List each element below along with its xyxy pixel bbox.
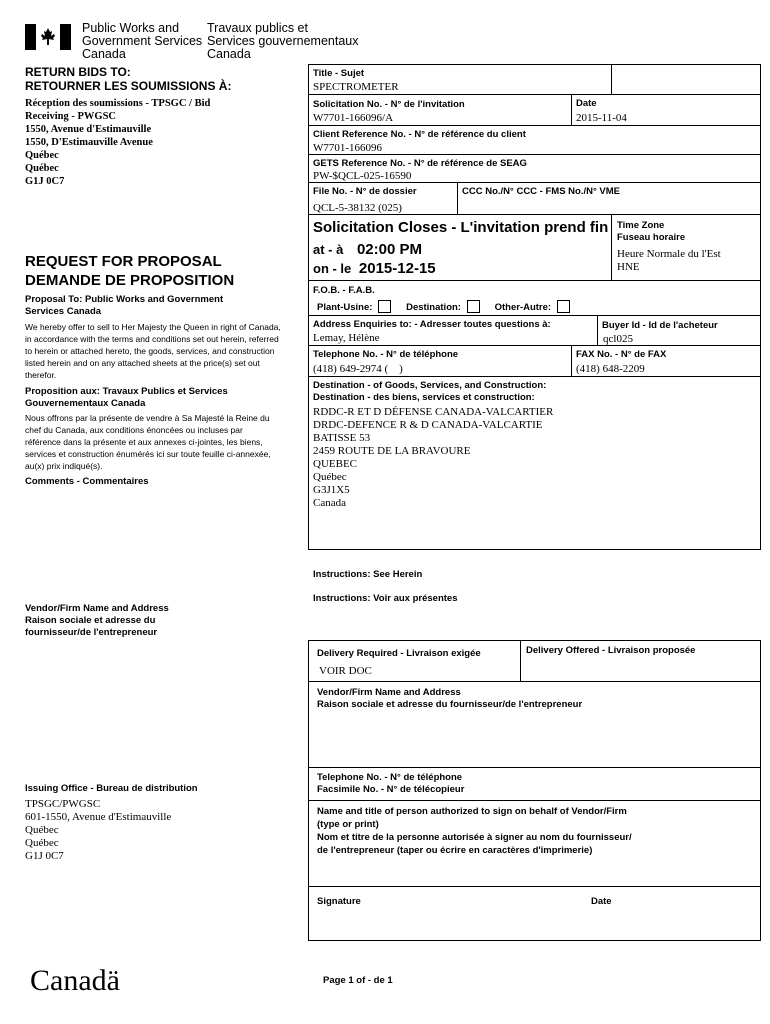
solicitation-value: W7701-166096/A — [313, 112, 394, 124]
buyer-id-cell — [597, 315, 761, 346]
telephone-value: (418) 649-2974 ( ) — [313, 363, 403, 375]
proposal-text-fr: Nous offrons par la présente de vendre à Sa Majesté la Reine du chef du Canada, aux conditions énoncées ou incluses par référence dans la présente et aux annexes ci-jointes, les biens, services et construction énumérés ici sur toute feuille ci-annexée, au(x) prix indiqué(s). — [25, 413, 271, 471]
gets-ref-value: PW-$QCL-025-16590 — [313, 170, 412, 182]
ccc-no-label: CCC No./N° CCC - FMS No./N° VME — [462, 186, 621, 197]
other-autre-label: Other-Autre: — [494, 302, 552, 313]
signature-date-label: Date — [591, 896, 612, 907]
vendor-firm-cell[interactable] — [308, 681, 761, 768]
timezone-label: Time Zone Fuseau horaire — [617, 220, 686, 243]
header-fr-line: Canada — [207, 47, 251, 61]
rfp-title: REQUEST FOR PROPOSAL DEMANDE DE PROPOSITION — [25, 253, 235, 289]
solicitation-cell — [308, 94, 572, 126]
comments-label: Comments - Commentaires — [25, 476, 149, 487]
form-title-cell — [308, 64, 612, 95]
proposition-aux-label: Proposition aux: Travaux Publics et Services Gouvernementaux Canada — [25, 386, 228, 409]
address-enquiries-cell — [308, 315, 598, 346]
date-cell — [571, 94, 761, 126]
proposal-to-label: Proposal To: Public Works and Government Services Canada — [25, 294, 224, 317]
tel-fax-label: Telephone No. - N° de téléphone Facsimile No. - N° de télécopieur — [317, 772, 465, 795]
return-address: Réception des soumissions - TPSGC / Bid Receiving - PWGSC 1550, Avenue d'Estimauville 1550, D'Estimauville Avenue Québec Québec G1J 0C7 — [25, 98, 211, 187]
destination-goods-label: Destination - of Goods, Services, and Construction: Destination - des biens, services et construction: — [313, 380, 547, 403]
fax-value: (418) 648-2209 — [576, 363, 645, 375]
issuing-office-label: Issuing Office - Bureau de distribution — [25, 783, 198, 794]
page-number: Page 1 of - de 1 — [323, 975, 393, 986]
address-enquiries-value: Lemay, Hélène — [313, 332, 380, 344]
file-no-label: File No. - N° de dossier — [313, 186, 417, 197]
buyer-id-value: qcl025 — [603, 333, 633, 345]
fob-cell — [308, 280, 761, 316]
at-label: at - à — [313, 242, 344, 257]
authorized-person-label: Name and title of person authorized to sign on behalf of Vendor/Firm (type or print) Nom et titre de la personne autorisée à signer au nom du fournisseur/ de l'entrepreneur (taper ou écrire en caractères d'imprimerie) — [317, 806, 632, 856]
closing-date-row — [313, 260, 436, 277]
issuing-office-address: TPSGC/PWGSC 601-1550, Avenue d'Estimauville Québec Québec G1J 0C7 — [25, 798, 172, 862]
file-no-value: QCL-5-38132 (025) — [313, 202, 402, 214]
header-en-line: Government Services — [82, 34, 203, 48]
timezone-value: Heure Normale du l'Est HNE — [617, 248, 721, 273]
closes-heading: Solicitation Closes - L'invitation prend fin — [313, 219, 609, 236]
telephone-label: Telephone No. - N° de téléphone — [313, 349, 459, 360]
fob-label: F.O.B. - F.A.B. — [313, 285, 375, 296]
header-en-line: Public Works and — [82, 21, 180, 35]
instructions-en: Instructions: See Herein — [313, 569, 423, 580]
department-name-fr — [207, 22, 358, 61]
destination-option-label: Destination: — [406, 302, 461, 313]
closing-time: 02:00 PM — [356, 241, 423, 258]
title-value: SPECTROMETER — [313, 81, 399, 93]
file-no-cell — [308, 182, 458, 215]
canada-flag-icon — [25, 24, 71, 50]
ccc-no-cell — [457, 182, 761, 215]
client-ref-value: W7701-166096 — [313, 142, 383, 154]
gets-ref-cell — [308, 154, 761, 183]
plant-usine-checkbox[interactable] — [378, 300, 391, 313]
solicitation-label: Solicitation No. - N° de l'invitation — [313, 99, 465, 110]
telephone-cell — [308, 345, 572, 377]
instructions-fr: Instructions: Voir aux présentes — [313, 593, 458, 604]
address-enquiries-label: Address Enquiries to: - Adresser toutes questions à: — [313, 319, 551, 330]
header-en-line: Canada — [82, 47, 126, 61]
fob-options — [317, 300, 570, 313]
tel-fax-cell[interactable] — [308, 767, 761, 801]
header-fr-line: Services gouvernementaux — [207, 34, 359, 48]
authorized-person-cell[interactable] — [308, 800, 761, 887]
form-title-cell-right — [611, 64, 761, 95]
delivery-required-label: Delivery Required - Livraison exigée — [317, 648, 481, 659]
delivery-required-value: VOIR DOC — [319, 665, 372, 677]
destination-goods-cell — [308, 376, 761, 550]
delivery-offered-cell — [520, 640, 761, 682]
closing-time-row — [313, 241, 422, 258]
department-name-en — [82, 22, 202, 61]
proposal-text-en: We hereby offer to sell to Her Majesty the Queen in right of Canada, in accordance with the terms and conditions set out herein, referred to herein or attached hereto, the goods, services, and construction listed herein and on any attached sheets at the price(s) set out therefor. — [25, 322, 281, 380]
fax-cell — [571, 345, 761, 377]
buyer-id-label: Buyer Id - Id de l'acheteur — [602, 320, 718, 331]
closing-cell — [308, 214, 612, 281]
plant-usine-label: Plant-Usine: — [317, 302, 373, 313]
gets-ref-label: GETS Reference No. - N° de référence de SEAG — [313, 158, 527, 169]
canada-wordmark: Canadä — [30, 964, 120, 997]
delivery-required-cell — [308, 640, 521, 682]
closing-date: 2015-12-15 — [358, 260, 436, 277]
return-bids-heading: RETURN BIDS TO: RETOURNER LES SOUMISSIONS À: — [25, 65, 232, 93]
signature-label: Signature — [317, 896, 361, 907]
destination-checkbox[interactable] — [467, 300, 480, 313]
other-autre-checkbox[interactable] — [557, 300, 570, 313]
header-fr-line: Travaux publics et — [207, 21, 308, 35]
client-ref-cell — [308, 125, 761, 155]
client-ref-label: Client Reference No. - N° de référence du client — [313, 129, 526, 140]
date-value: 2015-11-04 — [576, 112, 627, 124]
timezone-cell — [611, 214, 761, 281]
vendor-firm-label: Vendor/Firm Name and Address Raison sociale et adresse du fournisseur/de l'entrepreneur — [317, 687, 583, 710]
vendor-firm-left-label: Vendor/Firm Name and Address Raison sociale et adresse du fournisseur/de l'entrepreneur — [25, 603, 169, 638]
signature-cell[interactable] — [308, 886, 761, 941]
date-label: Date — [576, 98, 597, 109]
delivery-offered-label: Delivery Offered - Livraison proposée — [526, 645, 696, 656]
on-label: on - le — [313, 261, 352, 276]
fax-label: FAX No. - N° de FAX — [576, 349, 667, 360]
destination-goods-value: RDDC-R ET D DÉFENSE CANADA-VALCARTIER DRDC-DEFENCE R & D CANADA-VALCARTIE BATISSE 53 2459 ROUTE DE LA BRAVOURE QUEBEC Québec G3J1X5 Canada — [313, 406, 554, 509]
title-label: Title - Sujet — [313, 68, 365, 79]
